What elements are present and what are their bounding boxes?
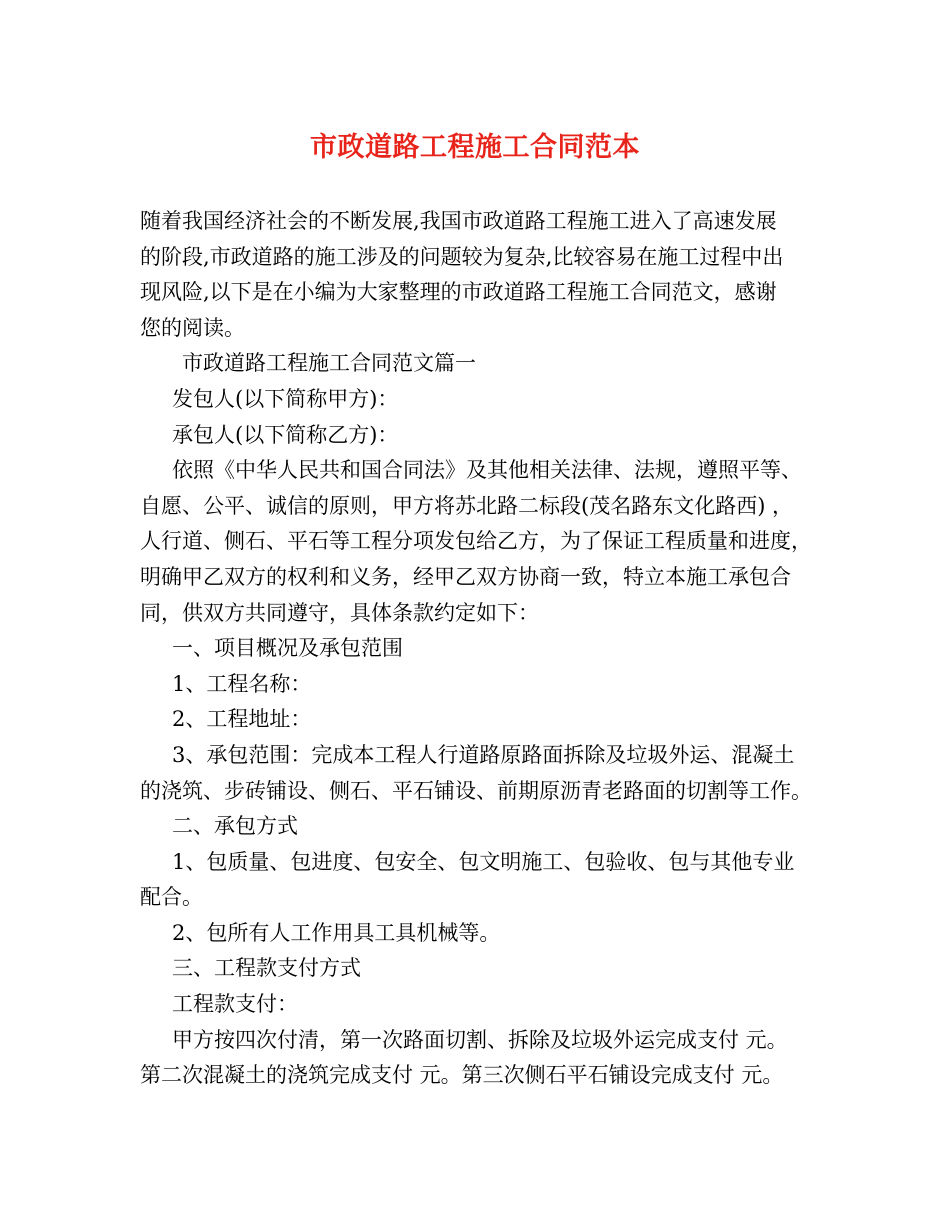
equipment-line: 2、包所有人工作用具工具机械等。 — [172, 920, 501, 945]
payment-line: 甲方按四次付清，第一次路面切割、拆除及垃圾外运完成支付 元。 — [172, 1027, 788, 1052]
preamble-paragraph — [140, 453, 830, 631]
party-a-line: 发包人(以下简称甲方)： — [172, 386, 399, 411]
scope-paragraph — [140, 738, 830, 809]
document-body — [140, 204, 830, 1094]
intro-line: 现风险,以下是在小编为大家整理的市政道路工程施工合同范文，感谢 — [140, 280, 777, 305]
payment-line: 第二次混凝土的浇筑完成支付 元。第三次侧石平石铺设完成支付 元。 — [140, 1063, 784, 1088]
payment-paragraph — [140, 1023, 830, 1094]
section-3-heading: 三、工程款支付方式 — [172, 956, 361, 981]
scope-line: 的浇筑、步砖铺设、侧石、平石铺设、前期原沥青老路面的切割等工作。 — [140, 778, 812, 803]
section-2-heading: 二、承包方式 — [172, 814, 298, 839]
preamble-line: 人行道、侧石、平石等工程分项发包给乙方，为了保证工程质量和进度， — [140, 529, 812, 554]
contract-terms-line: 配合。 — [140, 885, 203, 910]
intro-line: 的阶段,市政道路的施工涉及的问题较为复杂,比较容易在施工过程中出 — [140, 244, 784, 269]
document-title: 市政道路工程施工合同范本 — [310, 132, 640, 163]
intro-paragraph — [140, 204, 830, 346]
contract-terms-line: 1、包质量、包进度、包安全、包文明施工、包验收、包与其他专业 — [172, 849, 795, 874]
intro-line: 随着我国经济社会的不断发展,我国市政道路工程施工进入了高速发展 — [140, 209, 777, 233]
payment-subheading: 工程款支付： — [172, 992, 298, 1017]
section-1-heading: 一、项目概况及承包范围 — [172, 636, 403, 661]
project-name-line: 1、工程名称： — [172, 671, 312, 696]
preamble-line: 同，供双方共同遵守，具体条款约定如下： — [140, 600, 539, 625]
project-address-line: 2、工程地址： — [172, 707, 312, 732]
contract-terms-paragraph — [140, 845, 830, 916]
party-b-line: 承包人(以下简称乙方)： — [172, 422, 399, 447]
intro-line: 您的阅读。 — [140, 315, 245, 340]
preamble-line: 依照《中华人民共和国合同法》及其他相关法律、法规，遵照平等、 — [172, 458, 802, 483]
preamble-line: 明确甲乙双方的权利和义务，经甲乙双方协商一致，特立本施工承包合 — [140, 564, 791, 589]
section-heading: 市政道路工程施工合同范文篇一 — [182, 351, 476, 376]
scope-line: 3、承包范围：完成本工程人行道路原路面拆除及垃圾外运、混凝土 — [172, 742, 795, 767]
preamble-line: 自愿、公平、诚信的原则，甲方将苏北路二标段(茂名路东文化路西) ， — [140, 493, 794, 518]
